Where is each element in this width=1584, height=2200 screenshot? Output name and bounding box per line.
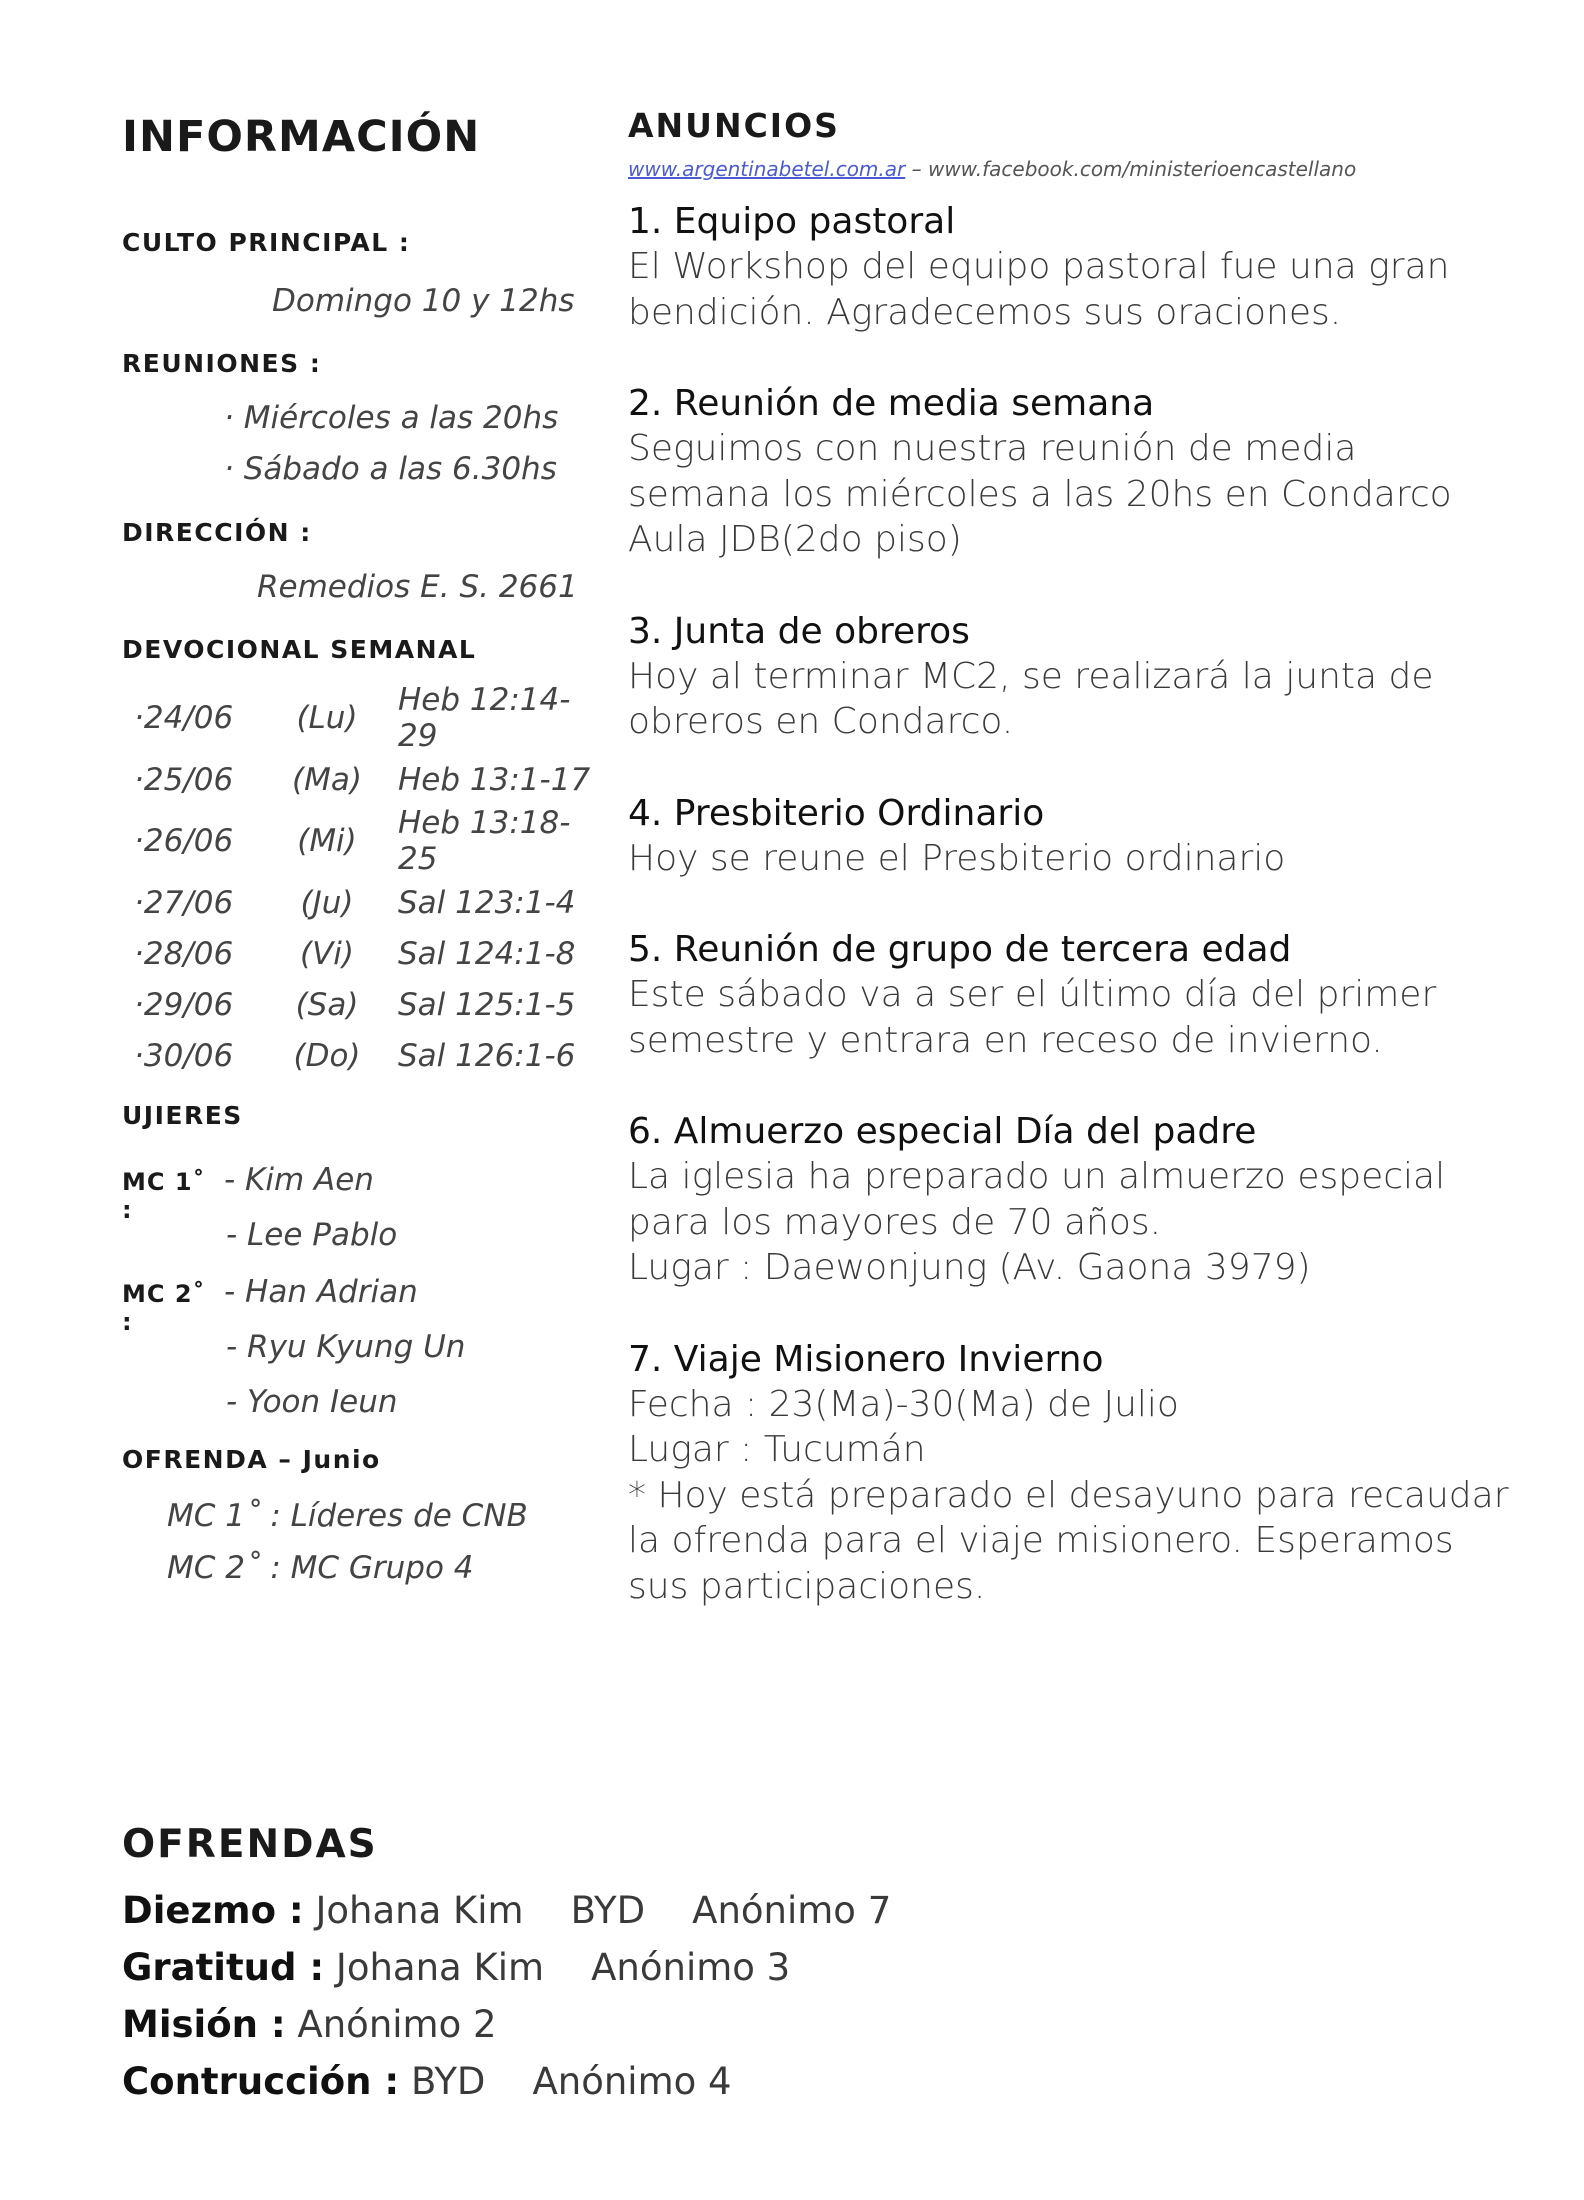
ujieres-mc2 [122,1274,592,1439]
ofrendas-row [122,1939,1422,1996]
ofrendas-row [122,1996,1422,2053]
devocional-date: ·27/06 [134,884,234,921]
devocional-day: (Vi) [299,935,354,972]
devocional-ref: Heb 13:1-17 [398,761,591,798]
devocional-ref: Sal 123:1-4 [398,884,576,921]
announcement [628,199,1528,335]
devocional-ref: Sal 125:1-5 [398,986,576,1023]
announcement-line: Fecha : 23(Ma)-30(Ma) de Julio [628,1383,1179,1425]
ujier-name: - Yoon Ieun [226,1384,398,1420]
ujieres-heading: UJIERES [122,1101,243,1130]
ujier-name: - Kim Aen [224,1162,374,1198]
devocional-day: (Mi) [297,823,357,859]
ofrendas-section [122,1822,1422,2110]
announcement [628,609,1528,745]
announcement-line: semestre y entrara en receso de invierno. [628,1019,1383,1061]
announcement [628,791,1528,882]
announcement-line: Este sábado va a ser el último día del primer [628,974,1437,1015]
announcement-title: 1. Equipo pastoral [628,201,956,242]
info-column [122,112,592,1602]
announcement-line: * Hoy está preparado el desayuno para recaudar [628,1474,1509,1516]
ofrendas-names: Johana Kim Anónimo 3 [335,1946,791,1989]
devocional-heading: DEVOCIONAL SEMANAL [122,635,477,664]
devocional-row [122,682,592,754]
link-separator: – [905,157,928,181]
reuniones-heading: REUNIONES : [122,349,322,378]
ofrendas-label: Diezmo : [122,1889,304,1932]
direccion-heading: DIRECCIÓN : [122,518,312,547]
announcement-line: bendición. Agradecemos sus oraciones. [628,291,1342,333]
ujieres-mc1 [122,1162,592,1272]
mc2-names [224,1274,465,1439]
ofrendas-label: Contrucción : [122,2060,400,2103]
announcement-title: 6. Almuerzo especial Día del padre [628,1111,1257,1152]
devocional-date: ·24/06 [134,700,234,736]
devocional-ref: Sal 124:1-8 [398,935,576,972]
devocional-day: (Ma) [292,761,362,798]
announcement-title: 7. Viaje Misionero Invierno [628,1338,1104,1380]
culto-value: Domingo 10 y 12hs [272,283,575,319]
ofrenda-list [122,1498,592,1602]
ujier-name: - Lee Pablo [226,1217,398,1253]
mc1-names [224,1162,397,1272]
ujier-name: - Ryu Kyung Un [226,1329,466,1365]
announcement-line: Lugar : Daewonjung (Av. Gaona 3979) [628,1247,1311,1288]
reuniones-list [122,400,592,502]
announcement-line: El Workshop del equipo pastoral fue una gran [628,246,1450,287]
devocional-ref: Sal 126:1-6 [398,1037,576,1074]
announcement-line: Hoy al terminar MC2, se realizará la junta de [628,655,1434,697]
announcement [628,381,1528,563]
ofrendas-label: Gratitud : [122,1946,325,1989]
announcement-line: Seguimos con nuestra reunión de media [628,428,1357,469]
devocional-row [122,754,592,805]
announcement [628,927,1528,1063]
devocional-day: (Lu) [296,700,358,736]
devocional-date: ·26/06 [134,823,234,859]
reunion-item: · Miércoles a las 20hs [224,400,559,436]
reunion-item: · Sábado a las 6.30hs [224,451,557,487]
ofrenda-item: MC 2˚ : MC Grupo 4 [167,1550,474,1586]
devocional-date: ·25/06 [134,761,234,798]
announcement-line: La iglesia ha preparado un almuerzo especial [628,1156,1446,1197]
mc1-label: MC 1˚ : [122,1168,206,1224]
devocional-row [122,805,592,877]
devocional-date: ·29/06 [134,986,234,1023]
mc2-label: MC 2˚ : [122,1280,206,1336]
announcement-title: 3. Junta de obreros [628,610,970,652]
announcement-line: la ofrenda para el viaje misionero. Esperamos [628,1520,1454,1561]
announcement-line: sus participaciones. [628,1565,986,1607]
devocional-ref: Heb 12:14-29 [398,682,571,754]
devocional-date: ·30/06 [134,1037,234,1074]
ofrendas-names: Johana Kim BYD Anónimo 7 [315,1889,892,1932]
anuncios-title: ANUNCIOS [628,106,840,145]
announcement-line: Aula JDB(2do piso) [628,519,962,560]
devocional-ref: Heb 13:18-25 [398,805,571,877]
ofrenda-heading: OFRENDA – Junio [122,1445,381,1474]
links-line [628,157,1528,181]
devocional-row [122,928,592,979]
announcement-line: obreros en Condarco. [628,701,1014,742]
devocional-table [122,682,592,1081]
ofrendas-names: Anónimo 2 [297,2003,497,2046]
ofrenda-item: MC 1˚ : Líderes de CNB [167,1498,528,1534]
direccion-value: Remedios E. S. 2661 [257,569,578,605]
culto-heading: CULTO PRINCIPAL : [122,228,411,257]
announcement-title: 5. Reunión de grupo de tercera edad [628,929,1292,970]
ofrendas-names: BYD Anónimo 4 [410,2060,732,2103]
ofrendas-row [122,2053,1422,2110]
announcement-title: 4. Presbiterio Ordinario [628,792,1045,834]
announcement-line: para los mayores de 70 años. [628,1201,1162,1243]
facebook-link[interactable]: www.facebook.com/ministerioencastellano [927,157,1357,181]
devocional-date: ·28/06 [134,935,234,972]
devocional-day: (Sa) [295,986,359,1023]
announcement-line: Lugar : Tucumán [628,1429,926,1470]
anuncios-column [628,106,1528,1655]
announcement-list [628,199,1528,1609]
website-link[interactable]: www.argentinabetel.com.ar [628,157,906,181]
ofrendas-label: Misión : [122,2003,286,2046]
announcement-line: semana los miércoles a las 20hs en Condarco [628,473,1452,515]
devocional-row [122,1030,592,1081]
ofrendas-title: OFRENDAS [122,1822,378,1867]
info-title: INFORMACIÓN [122,112,481,162]
announcement [628,1337,1528,1610]
devocional-day: (Ju) [300,884,354,921]
devocional-row [122,877,592,928]
announcement-line: Hoy se reune el Presbiterio ordinario [628,837,1286,879]
announcement [628,1109,1528,1291]
announcement-title: 2. Reunión de media semana [628,383,1155,424]
ofrendas-row [122,1882,1422,1939]
ujier-name: - Han Adrian [224,1274,418,1310]
devocional-day: (Do) [293,1037,361,1074]
devocional-row [122,979,592,1030]
